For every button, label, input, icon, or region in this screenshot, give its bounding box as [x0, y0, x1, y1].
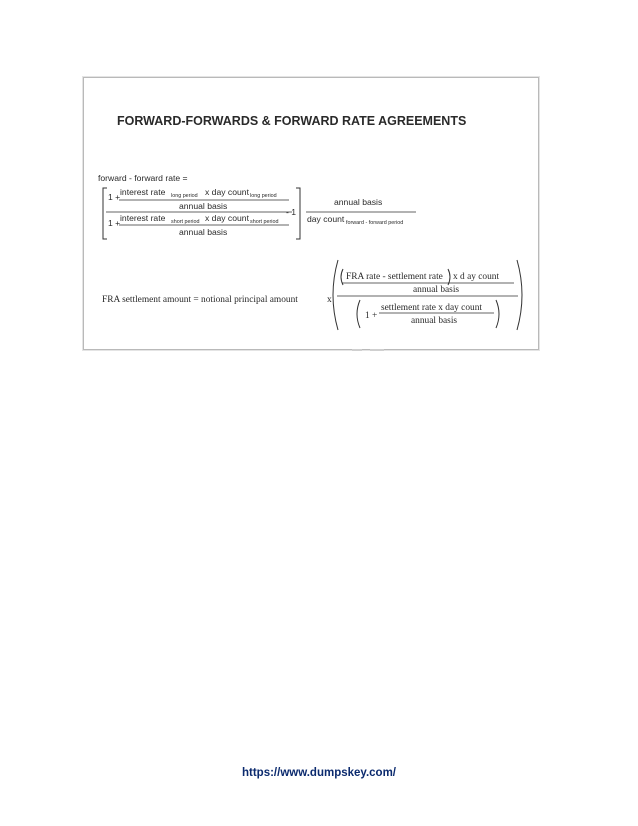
ff-rate-bottom: interest rate [120, 213, 166, 223]
formula-figure [83, 77, 539, 350]
fra-den-inner: settlement rate x day count [381, 303, 483, 313]
ff-sub-long-1: long period [171, 193, 198, 199]
ff-right-daycount: day count [307, 214, 345, 224]
fra-num-tail: x d ay count [453, 272, 500, 282]
ff-lhs: forward - forward rate = [98, 173, 188, 183]
ff-one-plus-top: 1 + [108, 192, 121, 202]
ff-minus-one: - 1 [286, 207, 297, 217]
ff-sub-long-2: long period [250, 193, 277, 199]
fra-outer-left-paren [333, 260, 338, 330]
ff-rate-top: interest rate [120, 187, 166, 197]
formula-svg [84, 78, 540, 351]
ff-basis-top: annual basis [179, 201, 228, 211]
ff-sub-short-1: short period [171, 219, 200, 225]
forward-forward-formula [98, 173, 416, 239]
fra-den-right-paren [496, 300, 499, 328]
fra-lhs: FRA settlement amount = notional principal amount [102, 295, 298, 305]
ff-sub-ff: forward - forward period [346, 220, 404, 226]
ff-daycount-bottom: x day count [205, 213, 249, 223]
figure-title: FORWARD-FORWARDS & FORWARD RATE AGREEMENTS [117, 114, 467, 128]
fra-num-inner: FRA rate - settlement rate [346, 272, 443, 282]
fra-times: x [327, 295, 332, 305]
fra-den-left-paren [357, 300, 360, 328]
ff-right-bracket [296, 188, 300, 239]
fra-num-basis: annual basis [413, 285, 460, 295]
ff-one-plus-bottom: 1 + [108, 218, 121, 228]
fra-den-basis: annual basis [411, 316, 458, 326]
footer-url[interactable]: https://www.dumpskey.com/ [242, 767, 396, 779]
fra-outer-right-paren [517, 260, 522, 330]
ff-right-basis: annual basis [334, 197, 383, 207]
ff-daycount-top: x day count [205, 187, 249, 197]
ff-sub-short-2: short period [250, 219, 279, 225]
ff-basis-bottom: annual basis [179, 227, 228, 237]
figure-bottom-marks [352, 349, 392, 353]
fra-settlement-formula [102, 260, 522, 330]
ff-left-bracket [103, 188, 107, 239]
fra-den-one-plus: 1 + [365, 311, 378, 321]
